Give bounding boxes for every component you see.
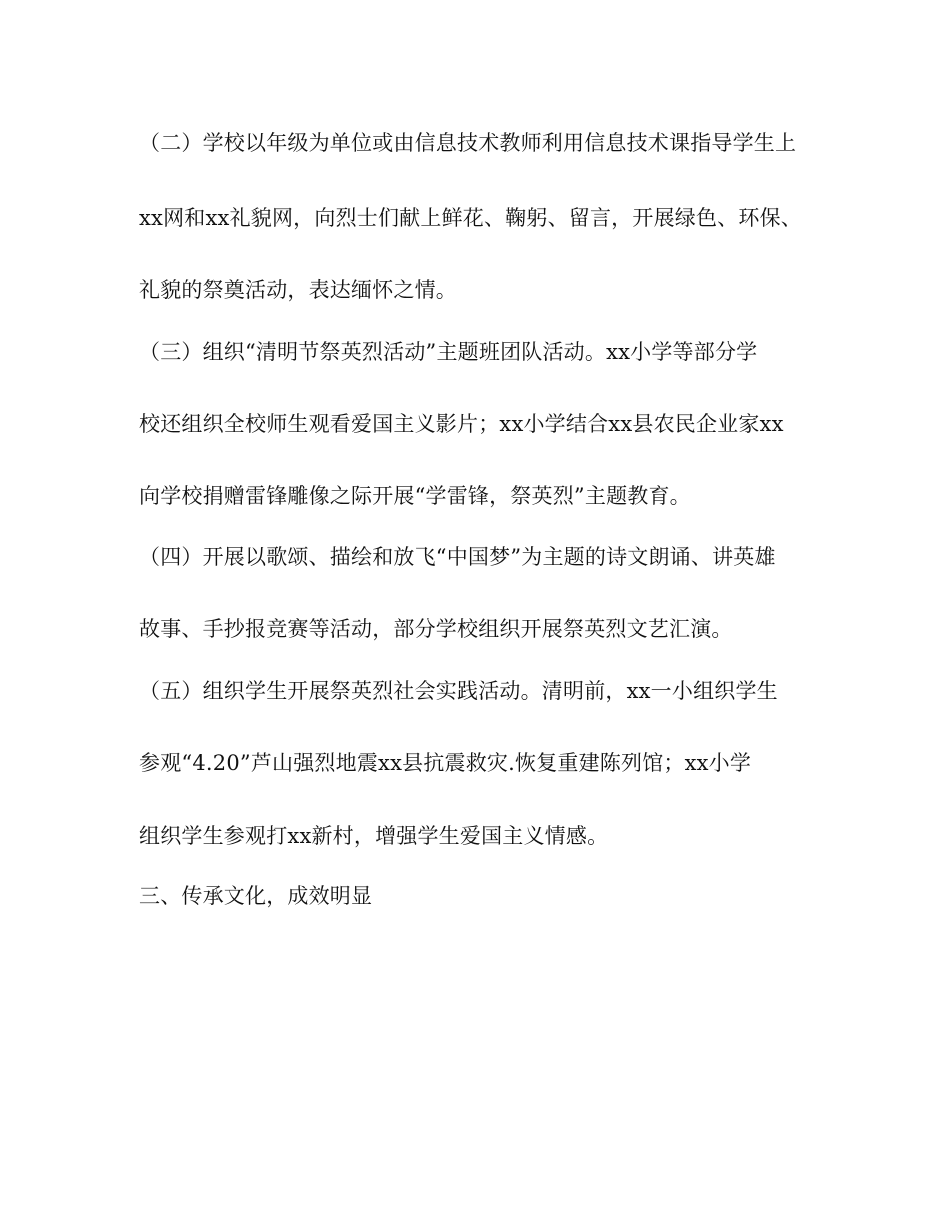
paragraph-2-line-2: xx网和xx礼貌网，向烈士们献上鲜花、鞠躬、留言，开展绿色、环保、	[139, 206, 802, 230]
paragraph-5-line-1: （五）组织学生开展祭英烈社会实践活动。清明前，xx一小组织学生	[139, 679, 778, 703]
section-heading: 三、传承文化，成效明显	[139, 884, 373, 908]
paragraph-4-line-1: （四）开展以歌颂、描绘和放飞“中国梦”为主题的诗文朗诵、讲英雄	[139, 545, 776, 569]
paragraph-5-line-3: 组织学生参观打xx新村，增强学生爱国主义情感。	[139, 824, 609, 848]
paragraph-3-line-2: 校还组织全校师生观看爱国主义影片；xx小学结合xx县农民企业家xx	[139, 412, 784, 436]
paragraph-2-line-3: 礼貌的祭奠活动，表达缅怀之情。	[139, 278, 457, 302]
paragraph-3-line-1: （三）组织“清明节祭英烈活动”主题班团队活动。xx小学等部分学	[139, 340, 758, 364]
paragraph-2-line-1: （二）学校以年级为单位或由信息技术教师利用信息技术课指导学生上	[139, 131, 797, 155]
paragraph-5-line-2: 参观“4.20”芦山强烈地震xx县抗震救灾.恢复重建陈列馆；xx小学	[139, 751, 752, 775]
paragraph-4-line-2: 故事、手抄报竞赛等活动，部分学校组织开展祭英烈文艺汇演。	[139, 617, 733, 641]
paragraph-3-line-3: 向学校捐赠雷锋雕像之际开展“学雷锋，祭英烈”主题教育。	[139, 484, 691, 508]
